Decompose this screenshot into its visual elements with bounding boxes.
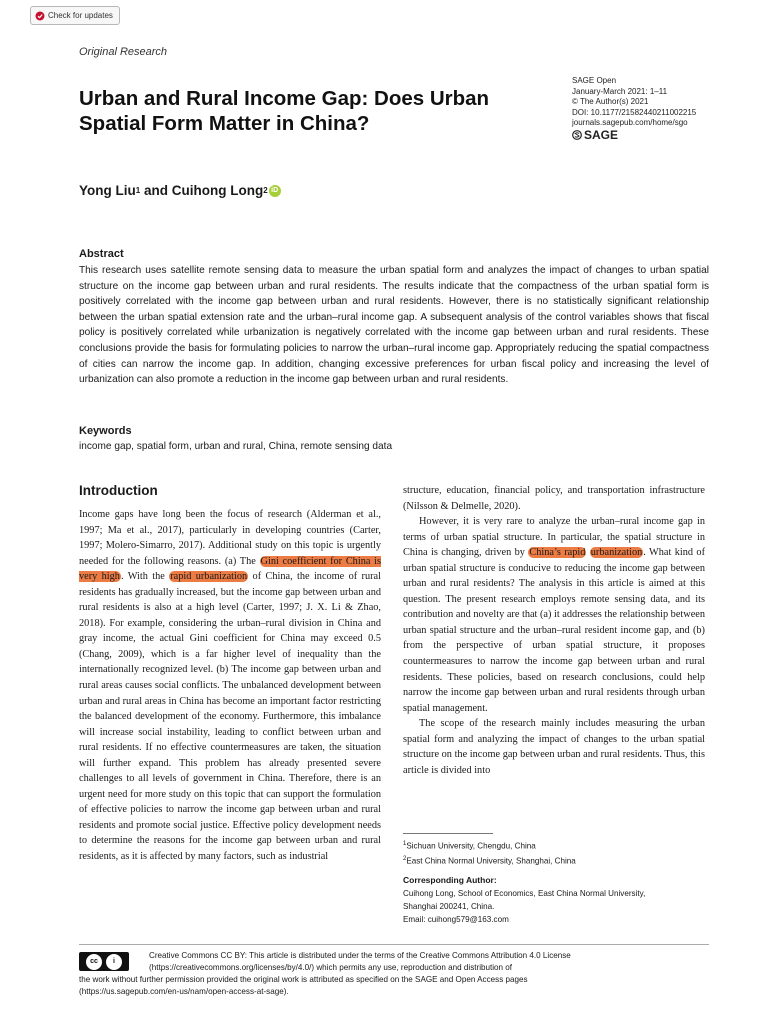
- highlight-gini[interactable]: Gini coefficient for China is very high: [79, 555, 381, 583]
- text-span: Income gaps have long been the focus of research (Alderman et al., 1997; Ma et al., 2017), particularly in developing countries (Carter, 1997; Molero-Simarro, 2017). Additional study on this topic is urgently needed for the following reasons. (a) The: [79, 509, 381, 567]
- intro-paragraph-3: The scope of the research mainly includes measuring the urban spatial form and analyzing the impact of changes to the urban spatial structure on the income gap between urban and rural residents. Thus, this article is divided into: [403, 718, 705, 776]
- sage-logo: [572, 127, 742, 142]
- corresponding-author-line1: Cuihong Long, School of Economics, East China Normal University,: [403, 889, 646, 899]
- intro-paragraph-1: [79, 507, 381, 865]
- affil-sup: 2: [403, 855, 407, 862]
- article-title: Urban and Rural Income Gap: Does Urban Spatial Form Matter in China?: [79, 87, 490, 135]
- cc-icon: cc: [86, 954, 102, 970]
- sage-mark-icon: [572, 130, 582, 140]
- text-span: However, it is very rare to analyze the urban–rural income gap in terms of urban spatial structure. In particular, the spatial structure in China is changing, driven by: [403, 516, 705, 559]
- corresponding-author-heading: Corresponding Author:: [403, 875, 497, 886]
- affiliation-1: [403, 838, 713, 853]
- orcid-icon[interactable]: iD: [269, 185, 281, 197]
- highlight-urbanization[interactable]: urbanization: [590, 547, 643, 559]
- keywords-heading: Keywords: [79, 425, 132, 437]
- abstract-text: This research uses satellite remote sensing data to measure the urban spatial form and analyzes the impact of changes to urban spatial structure on the income gap between urban and rural residents. The results indicate that the compactness of the urban spatial form is positively correlated with the income gap between urban and rural residents. However, there is no statistically significant relationship between the urban spatial extension rate and the urban–rural income gap. A subsequent analysis of the control variables shows that fiscal policy is positively correlated while urbanization is negatively correlated with the income gap between urban and rural residents. These conclusions provide the basis for formulating policies to narrow the urban–rural income gap. Appropriately reducing the spatial compactness of cities can narrow the income gap. In addition, changing excessive preferences for urban fiscal policy and increasing the level of urbanization can also promote a reduction in the income gap between urban and rural residents.: [79, 265, 709, 386]
- license-text: [79, 950, 709, 998]
- intro-column-left: [79, 507, 381, 865]
- journal-issue: January-March 2021: 1–11: [572, 86, 668, 96]
- affil-text: Sichuan University, Chengdu, China: [406, 841, 536, 851]
- affiliation-2: [403, 853, 713, 868]
- journal-doi[interactable]: DOI: 10.1177/21582440211002215: [572, 107, 697, 117]
- author-2-affil: 2: [263, 186, 268, 195]
- license-line-1: Creative Commons CC BY: This article is distributed under the terms of the Creative Commons Attribution 4.0 License: [149, 951, 571, 960]
- text-span: . With the: [120, 571, 170, 583]
- introduction-heading: Introduction: [79, 483, 158, 498]
- corresponding-author-email[interactable]: Email: cuihong579@163.com: [403, 915, 509, 925]
- author-2[interactable]: Cuihong Long: [171, 183, 264, 198]
- affil-sup: 1: [403, 841, 407, 847]
- journal-info: [572, 76, 742, 140]
- update-icon: [35, 11, 45, 21]
- highlight-rapid-urbanization[interactable]: rapid urbanization: [170, 571, 248, 583]
- text-span: of China, the income of rural residents has gradually increased, but the income gap between urban and rural residents is also at a high level (Carter, 1997; J. X. Li & Zhao, 2018). For example, considering the urban–rural division in China and gray income, the actual Gini coefficient for China may exceed 0.5 (Chang, 2009), which is a far higher level of inequality than the internationally recognized level. (b) The income gap between urban and rural areas causes social conflicts. The unbalanced development between urban and rural areas in China has become an important factor restricting the balanced development of the economy. Furthermore, this imbalance will increase social instability, leading to conflict between urban and rural residents. If no effective countermeasures are taken, the situation will further expand. This problem has already presented severe challenges to all levels of government in China. Therefore, there is an urgent need for more study on this topic that can support the formulation of effective policies to narrow the income gap between urban and rural residents and promote social justice. Effective policy development needs to determine the reasons for the income gap between urban and rural residents, as it is affected by many factors, such as industrial: [79, 571, 381, 863]
- intro-paragraph-1-cont: structure, education, financial policy, and transportation infrastructure (Nilsson & Delmelle, 2020).: [403, 485, 705, 512]
- highlight-chinas-rapid[interactable]: China’s rapid: [529, 547, 586, 559]
- intro-paragraph-2: [403, 514, 705, 716]
- intro-column-right: [403, 483, 705, 778]
- license-line-2[interactable]: (https://creativecommons.org/licenses/by/4.0/) which permits any use, reproduction and distribution of: [149, 963, 513, 972]
- article-type: Original Research: [79, 46, 168, 58]
- abstract-heading: Abstract: [79, 248, 124, 260]
- keywords-text: income gap, spatial form, urban and rural, China, remote sensing data: [79, 441, 393, 452]
- author-1[interactable]: Yong Liu: [79, 183, 136, 198]
- attribution-icon: i: [106, 954, 122, 970]
- check-for-updates-label: Check for updates: [48, 11, 113, 20]
- license-line-4[interactable]: (https://us.sagepub.com/en-us/nam/open-access-at-sage).: [79, 987, 289, 996]
- journal-name: SAGE Open: [572, 76, 617, 85]
- footnote-divider: [403, 833, 493, 834]
- author-1-affil: 1: [135, 186, 141, 195]
- check-for-updates-button[interactable]: [30, 6, 120, 25]
- corresponding-author-line2: Shanghai 200241, China.: [403, 902, 495, 912]
- license-divider: [79, 944, 709, 945]
- journal-url[interactable]: journals.sagepub.com/home/sgo: [572, 118, 688, 127]
- text-span: . What kind of urban spatial structure is conducive to reducing the income gap between urban and rural residents? The analysis in this article is aimed at this question. The present research employs remote sensing data, and its contribution and novelty are that (a) it addresses the relationship between urban spatial structure and the urban–rural resident income gap, and (b) from the perspective of urban spatial structure, it proposes countermeasures to narrow the income gap between urban and rural residents. These policies, based on research conclusions, could help narrow the income gap between urban and rural residents through urban spatial management.: [403, 547, 705, 714]
- author-conjunction: and: [140, 183, 172, 198]
- journal-copyright: © The Author(s) 2021: [572, 97, 649, 106]
- footnotes: [403, 838, 713, 926]
- sage-logo-text: SAGE: [584, 127, 619, 142]
- affil-text: East China Normal University, Shanghai, China: [406, 856, 576, 866]
- license-line-3: the work without further permission provided the original work is attributed as specified on the SAGE and Open Access pages: [79, 975, 528, 984]
- author-list: [79, 183, 281, 198]
